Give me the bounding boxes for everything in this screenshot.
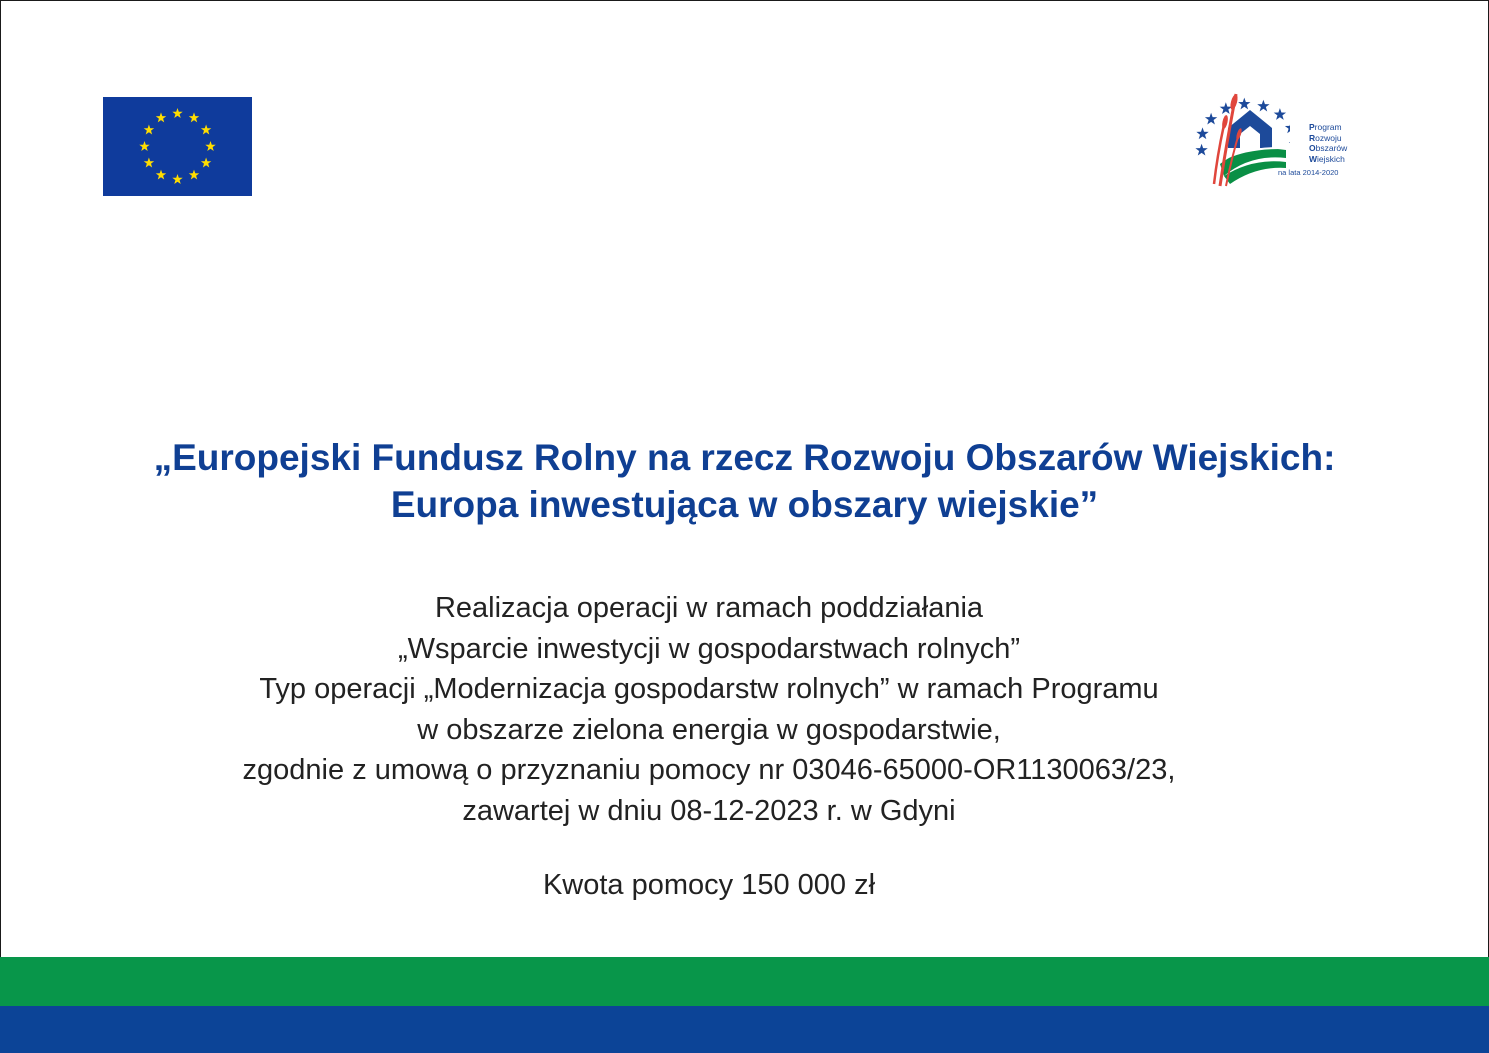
prow-star-icon <box>1238 98 1250 110</box>
eu-star-icon <box>144 158 154 168</box>
prow-star-icon <box>1195 144 1207 156</box>
operation-description <box>0 588 1418 832</box>
prow-line-4: Wiejskich <box>1309 153 1345 164</box>
eu-star-icon <box>156 112 166 122</box>
prow-line-1: Program <box>1309 122 1342 132</box>
body-line-1: Realizacja operacji w ramach poddziałania <box>434 592 984 624</box>
body-line-6: zawartej w dniu 08-12-2023 r. w Gdyni <box>462 794 956 827</box>
body-line-2: „Wsparcie inwestycji w gospodarstwach rolnych” <box>397 632 1021 665</box>
prow-star-icon <box>1274 108 1286 120</box>
eu-star-icon <box>172 108 182 118</box>
prow-years: na lata 2014-2020 <box>1278 168 1339 177</box>
eu-star-icon <box>172 174 182 184</box>
prow-star-icon <box>1196 127 1208 139</box>
prow-line-2: Rozwoju <box>1309 132 1342 143</box>
eu-star-icon <box>144 125 154 135</box>
eu-star-icon <box>189 112 199 122</box>
green-band <box>0 957 1489 1006</box>
prow-star-icon <box>1205 113 1217 125</box>
eu-star-icon <box>189 170 199 180</box>
eu-stars <box>103 97 252 196</box>
eu-star-icon <box>205 141 215 151</box>
page-title <box>0 434 1489 528</box>
prow-star-icon <box>1285 121 1290 133</box>
prow-emblem <box>1190 86 1290 192</box>
body-line-3: Typ operacji „Modernizacja gospodarstw rolnych” w ramach Programu <box>259 673 1159 706</box>
eu-star-icon <box>201 158 211 168</box>
body-line-5: zgodnie z umową o przyznaniu pomocy nr 03046-65000-OR1130063/23, <box>242 754 1176 787</box>
prow-star-icon <box>1289 138 1290 150</box>
body-line-4: w obszarze zielona energia w gospodarstwie, <box>417 713 1001 746</box>
eu-star-icon <box>156 170 166 180</box>
eu-star-icon <box>201 125 211 135</box>
blue-band <box>0 1006 1489 1053</box>
title-line-2: Europa inwestująca w obszary wiejskie” <box>390 484 1099 525</box>
prow-line-3: Obszarów <box>1309 143 1348 153</box>
aid-amount: Kwota pomocy 150 000 zł <box>542 869 876 901</box>
eu-star-icon <box>139 141 149 151</box>
title-line-1: „Europejski Fundusz Rolny na rzecz Rozwoju Obszarów Wiejskich: <box>153 437 1336 478</box>
prow-logo-text <box>1309 122 1347 164</box>
prow-star-icon <box>1257 100 1269 112</box>
prow-star-icon <box>1220 102 1232 114</box>
eu-flag-icon <box>103 97 252 196</box>
